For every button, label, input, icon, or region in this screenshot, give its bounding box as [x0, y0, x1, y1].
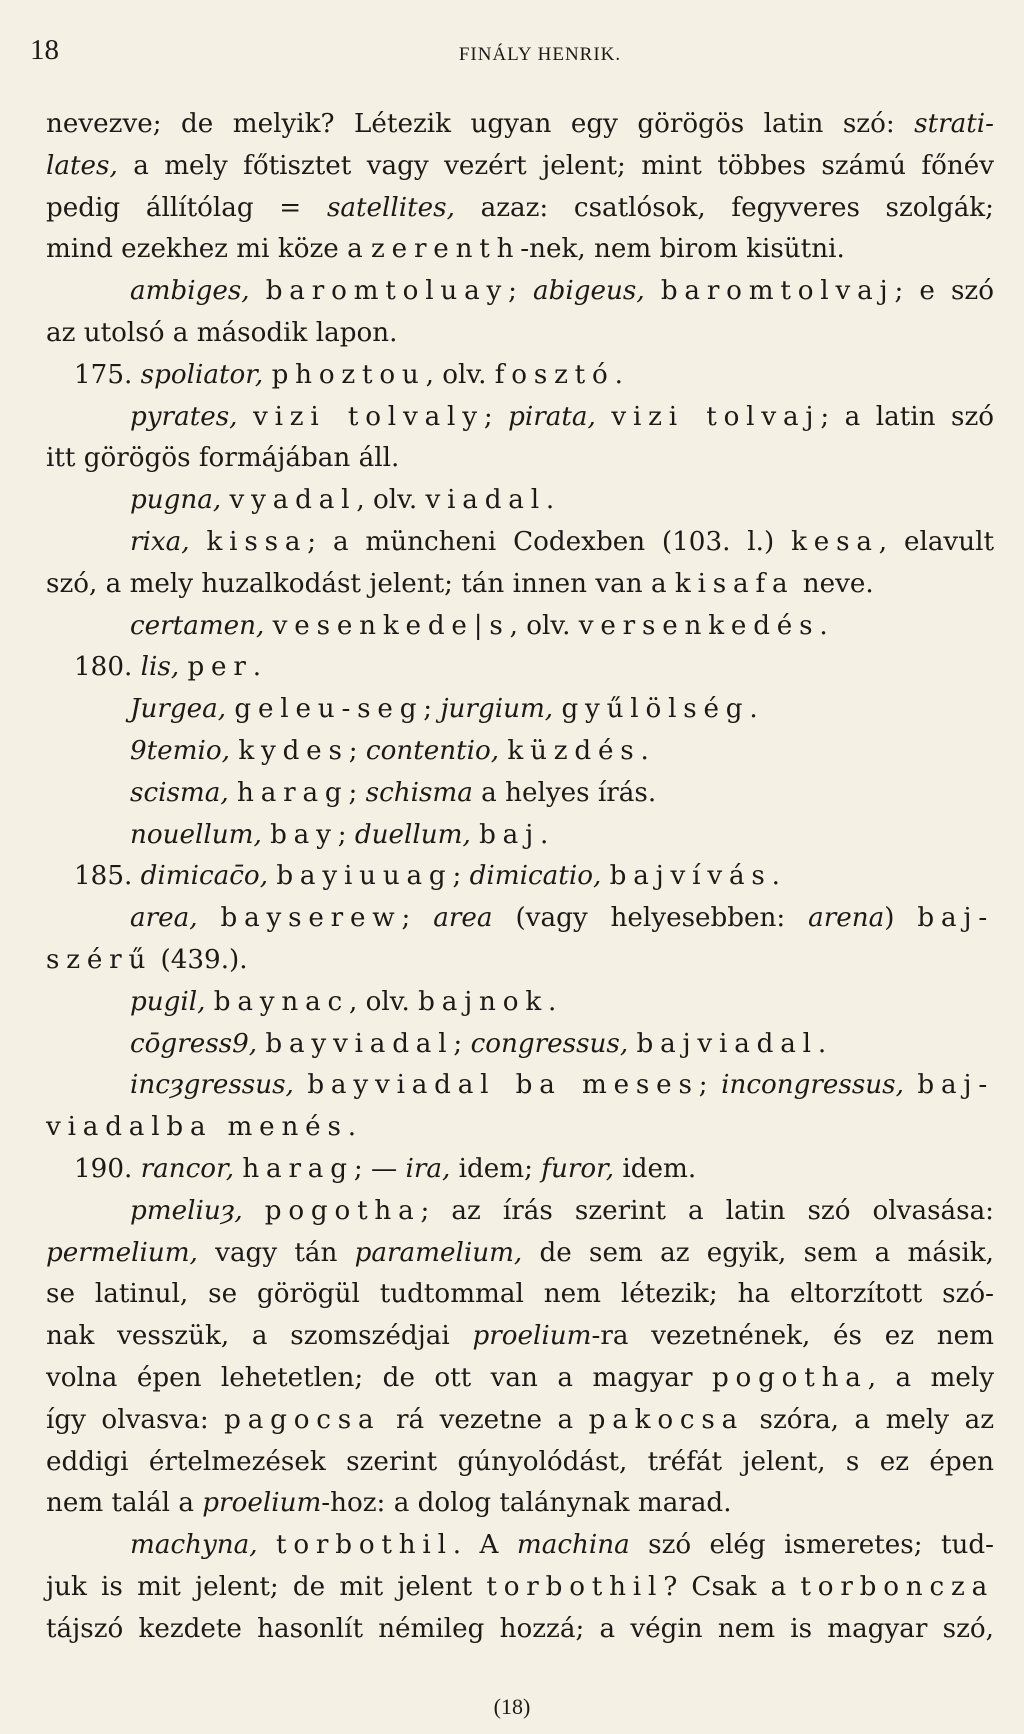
text-run: itt görögös formájában áll. [46, 443, 400, 474]
text-line [46, 856, 994, 898]
latin-term: rancor, [140, 1153, 235, 1184]
text-line [46, 1609, 994, 1651]
text-run: volna épen lehetetlen; de ott van a magyar [46, 1362, 712, 1393]
latin-term: proelium [472, 1321, 592, 1352]
hungarian-gloss: torbothil [276, 1530, 453, 1561]
text-run: rá vezetne a [380, 1404, 589, 1435]
text-run: ? Csak a [663, 1571, 801, 1602]
hungarian-gloss: phoztou [271, 359, 426, 390]
hungarian-gloss: pakocsa [588, 1404, 745, 1435]
hungarian-gloss: harag [237, 777, 349, 808]
text-run: szó elég ismeretes; tud- [629, 1530, 994, 1561]
hungarian-gloss: bajvívás [609, 861, 772, 892]
hungarian-gloss: szérű [46, 944, 153, 975]
text-run [221, 485, 229, 515]
text-line [46, 1191, 994, 1233]
text-run: tájszó kezdete hasonlít némileg hozzá; a végin nem is magyar szó, [46, 1613, 994, 1644]
hungarian-gloss: fosztó [494, 359, 615, 390]
text-run: de sem az egyik, sem a másik, [522, 1237, 994, 1268]
latin-term: permelium, [46, 1237, 198, 1268]
latin-term: schisma [365, 777, 473, 808]
text-run [190, 527, 207, 557]
text-run: -hoz: a dolog talánynak marad. [321, 1488, 732, 1519]
text-run: 180. [74, 652, 141, 683]
latin-term: arena [808, 903, 885, 934]
text-run: a helyes írás. [472, 777, 657, 808]
text-run: ; [453, 1028, 471, 1059]
text-run: -nek, nem birom kisütni. [520, 234, 845, 265]
text-run: így olvasva: [46, 1404, 225, 1435]
text-run: az utolsó a második lapon. [46, 317, 398, 348]
text-line [46, 1065, 994, 1107]
text-run: . [545, 485, 555, 516]
text-line [46, 522, 994, 564]
latin-term: duellum, [354, 819, 471, 850]
text-run: idem. [614, 1153, 697, 1184]
text-line [46, 815, 994, 857]
hungarian-gloss: baj- [917, 1070, 994, 1101]
text-run [596, 402, 612, 432]
latin-term: lates, [46, 150, 118, 181]
text-run: szóra, a mely az [744, 1404, 995, 1435]
text-line [46, 188, 994, 230]
text-run: eddigi értelmezések szerint gúnyolódást, tréfát jelent, s ez épen [46, 1446, 994, 1477]
text-line [46, 1274, 994, 1316]
latin-term: contentio, [365, 735, 500, 766]
latin-term: incȝgressus, [130, 1070, 294, 1101]
text-run [263, 360, 271, 390]
text-line [46, 271, 994, 313]
text-run: vagy tán [197, 1237, 355, 1268]
text-run: ; [508, 276, 534, 307]
latin-term: congressus, [470, 1028, 629, 1059]
text-line [46, 647, 994, 689]
latin-term: dimicac̄o, [140, 861, 269, 892]
text-run: . [771, 861, 780, 892]
latin-term: cōgress9, [130, 1028, 258, 1059]
hungarian-gloss: viadal [425, 485, 546, 516]
text-run: ; — [353, 1153, 406, 1184]
latin-term: scisma, [130, 777, 229, 808]
folio-number: (18) [493, 1694, 531, 1719]
text-run: neve. [794, 568, 874, 599]
hungarian-gloss: bay [270, 819, 338, 850]
latin-term: machina [516, 1530, 630, 1561]
text-run [628, 1029, 636, 1059]
text-run [262, 820, 270, 850]
hungarian-gloss: viadalba menés [46, 1112, 348, 1143]
hungarian-gloss: baj [479, 819, 541, 850]
hungarian-gloss: kydes [238, 735, 349, 766]
text-run: ; [483, 401, 509, 432]
text-run: (vagy helyesebben: [492, 903, 809, 934]
hungarian-gloss: vesenkede|s [272, 610, 510, 641]
text-run: ; e szó [894, 276, 994, 307]
latin-term: pugil, [130, 986, 206, 1017]
text-line [46, 1024, 994, 1066]
hungarian-gloss: versenkedés [578, 610, 820, 641]
hungarian-gloss: pagocsa [224, 1404, 381, 1435]
latin-term: strati- [914, 109, 994, 139]
hungarian-gloss: gyűlölség [561, 694, 750, 725]
hungarian-gloss: torbothil [486, 1571, 664, 1602]
hungarian-gloss: pogotha [711, 1362, 868, 1393]
text-line [46, 397, 994, 439]
hungarian-gloss: zerenth [371, 234, 521, 265]
text-run: pedig állítólag = [46, 192, 327, 223]
latin-term: satellites, [326, 192, 455, 223]
page-footer [0, 1694, 1024, 1720]
running-head: FINÁLY HENRIK. [458, 44, 622, 65]
text-run [645, 276, 661, 306]
text-run [198, 903, 221, 933]
text-line [46, 1358, 994, 1400]
body-text [46, 104, 994, 1650]
latin-term: pugna, [130, 485, 222, 516]
text-run: , olv. [509, 610, 579, 641]
text-line [46, 438, 994, 480]
text-line [46, 355, 994, 397]
text-run: se latinul, se görögül tudtommal nem létezik; ha eltorzított szó- [46, 1279, 994, 1310]
text-run [250, 276, 266, 306]
text-run [294, 1070, 308, 1100]
text-run: . [347, 1112, 357, 1143]
text-run: , elavult [878, 526, 994, 557]
latin-term: pirata, [508, 401, 596, 432]
text-line [46, 1149, 994, 1191]
text-run [904, 1070, 918, 1100]
text-line [46, 1233, 994, 1275]
latin-term: area, [130, 903, 198, 934]
text-line [46, 564, 994, 606]
text-run: ; [698, 1070, 722, 1101]
text-run: . [252, 652, 262, 683]
latin-term: certamen, [130, 610, 265, 641]
hungarian-gloss: vizi tolvaj [611, 401, 821, 432]
latin-term: Jurgea, [130, 694, 227, 725]
text-run [264, 611, 272, 641]
latin-term: jurgium, [440, 694, 554, 725]
latin-term: dimicatio, [469, 861, 602, 892]
text-run: , olv. [349, 986, 419, 1017]
text-run: nak vesszük, a szomszédjai [46, 1321, 473, 1352]
text-run: ; [423, 694, 441, 725]
text-line [46, 606, 994, 648]
latin-term: pyrates, [130, 401, 238, 432]
text-line [46, 1316, 994, 1358]
text-run: ; az írás szerint a latin szó olvasása: [420, 1195, 995, 1226]
text-run: . [614, 359, 623, 390]
text-run: . [819, 610, 828, 641]
latin-term: abigeus, [533, 276, 645, 307]
text-run: ; [348, 735, 366, 766]
text-line [46, 480, 994, 522]
text-run: -ra vezetnének, és ez nem [591, 1321, 994, 1352]
text-run [229, 778, 237, 808]
latin-term: ambiges, [130, 276, 250, 307]
text-run: , olv. [425, 359, 495, 390]
text-line [46, 1525, 994, 1567]
text-line [46, 104, 994, 146]
text-line [46, 1483, 994, 1525]
hungarian-gloss: vyadal [229, 485, 357, 516]
text-run: azaz: csatlósok, fegyveres szolgák; [454, 192, 995, 223]
latin-term: proelium [202, 1488, 322, 1519]
hungarian-gloss: bayviadal [265, 1028, 454, 1059]
text-line [46, 229, 994, 271]
hungarian-gloss: kisafa [674, 568, 795, 599]
text-run: ) [884, 903, 918, 934]
hungarian-gloss: baromtoluay [265, 276, 509, 307]
latin-term: paramelium, [354, 1237, 523, 1268]
text-run [243, 1196, 265, 1226]
text-line [46, 146, 994, 188]
hungarian-gloss: geleu-seg [234, 694, 424, 725]
text-line [46, 313, 994, 355]
latin-term: 9temio, [130, 735, 230, 766]
text-line [46, 940, 994, 982]
hungarian-gloss: kesa [791, 526, 879, 557]
latin-term: area [433, 903, 493, 934]
text-line [46, 898, 994, 940]
text-run [205, 987, 213, 1017]
text-line [46, 1567, 994, 1609]
text-line [46, 1400, 994, 1442]
latin-term: nouellum, [130, 819, 262, 850]
page-number: 18 [30, 34, 59, 66]
text-run: a mely főtisztet vagy vezért jelent; mint többes számú főnév [117, 150, 994, 181]
text-run: 185. [74, 861, 141, 892]
text-run: ; a müncheni Codexben (103. l.) [307, 526, 792, 557]
text-run: 175. [74, 359, 141, 390]
text-run: 190. [74, 1153, 141, 1184]
hungarian-gloss: harag [242, 1153, 354, 1184]
hungarian-gloss: bajnok [418, 986, 548, 1017]
text-line [46, 773, 994, 815]
text-run: , olv. [356, 485, 426, 516]
latin-term: spoliator, [140, 359, 264, 390]
text-run: . A [452, 1530, 517, 1561]
text-run: . [548, 986, 557, 1017]
latin-term: furor, [541, 1153, 615, 1184]
hungarian-gloss: küzdés [507, 735, 641, 766]
text-run: szó, a mely huzalkodást jelent; tán innen van a [46, 568, 675, 599]
text-run: idem; [450, 1153, 542, 1184]
text-run: . [817, 1028, 827, 1059]
text-run: . [640, 735, 649, 766]
text-run: ; [401, 903, 434, 934]
hungarian-gloss: kissa [206, 526, 308, 557]
latin-term: rixa, [130, 526, 190, 557]
hungarian-gloss: baynac [213, 986, 349, 1017]
latin-term: incongressus, [721, 1070, 904, 1101]
text-run: ; [337, 819, 355, 850]
text-run: (439.). [152, 944, 248, 975]
latin-term: lis, [140, 652, 180, 683]
hungarian-gloss: baromtolvaj [660, 276, 895, 307]
latin-term: pmeliuȝ, [130, 1195, 243, 1226]
hungarian-gloss: vizi tolvaly [252, 401, 484, 432]
hungarian-gloss: torboncza [800, 1571, 994, 1602]
text-run: juk is mit jelent; de mit jelent [46, 1571, 487, 1602]
hungarian-gloss: bayserew [220, 903, 402, 934]
latin-term: ira, [405, 1153, 451, 1184]
text-run: . [540, 819, 549, 850]
hungarian-gloss: pogotha [264, 1195, 421, 1226]
text-run: ; [348, 777, 366, 808]
hungarian-gloss: bajviadal [636, 1028, 818, 1059]
text-run: , a mely [867, 1362, 994, 1393]
text-line [46, 689, 994, 731]
text-run: nevezve; de melyik? Létezik ugyan egy görögös latin szó: [46, 109, 915, 139]
text-run: nem talál a [46, 1488, 203, 1519]
page-header [30, 34, 980, 74]
hungarian-gloss: bayviadal ba meses [307, 1070, 699, 1101]
text-run [601, 861, 609, 891]
text-run: ; [452, 861, 470, 892]
text-run [471, 820, 479, 850]
hungarian-gloss: baj- [917, 903, 994, 934]
text-run: mind ezekhez mi köze a [46, 234, 372, 265]
text-run [237, 402, 253, 432]
hungarian-gloss: bayiuuag [276, 861, 453, 892]
text-line [46, 1442, 994, 1484]
latin-term: machyna, [130, 1530, 258, 1561]
text-line [46, 731, 994, 773]
text-run [258, 1530, 276, 1560]
text-line [46, 1107, 994, 1149]
text-run: ; a latin szó [820, 401, 995, 432]
text-run: . [749, 694, 758, 725]
hungarian-gloss: per [187, 652, 253, 683]
text-line [46, 982, 994, 1024]
